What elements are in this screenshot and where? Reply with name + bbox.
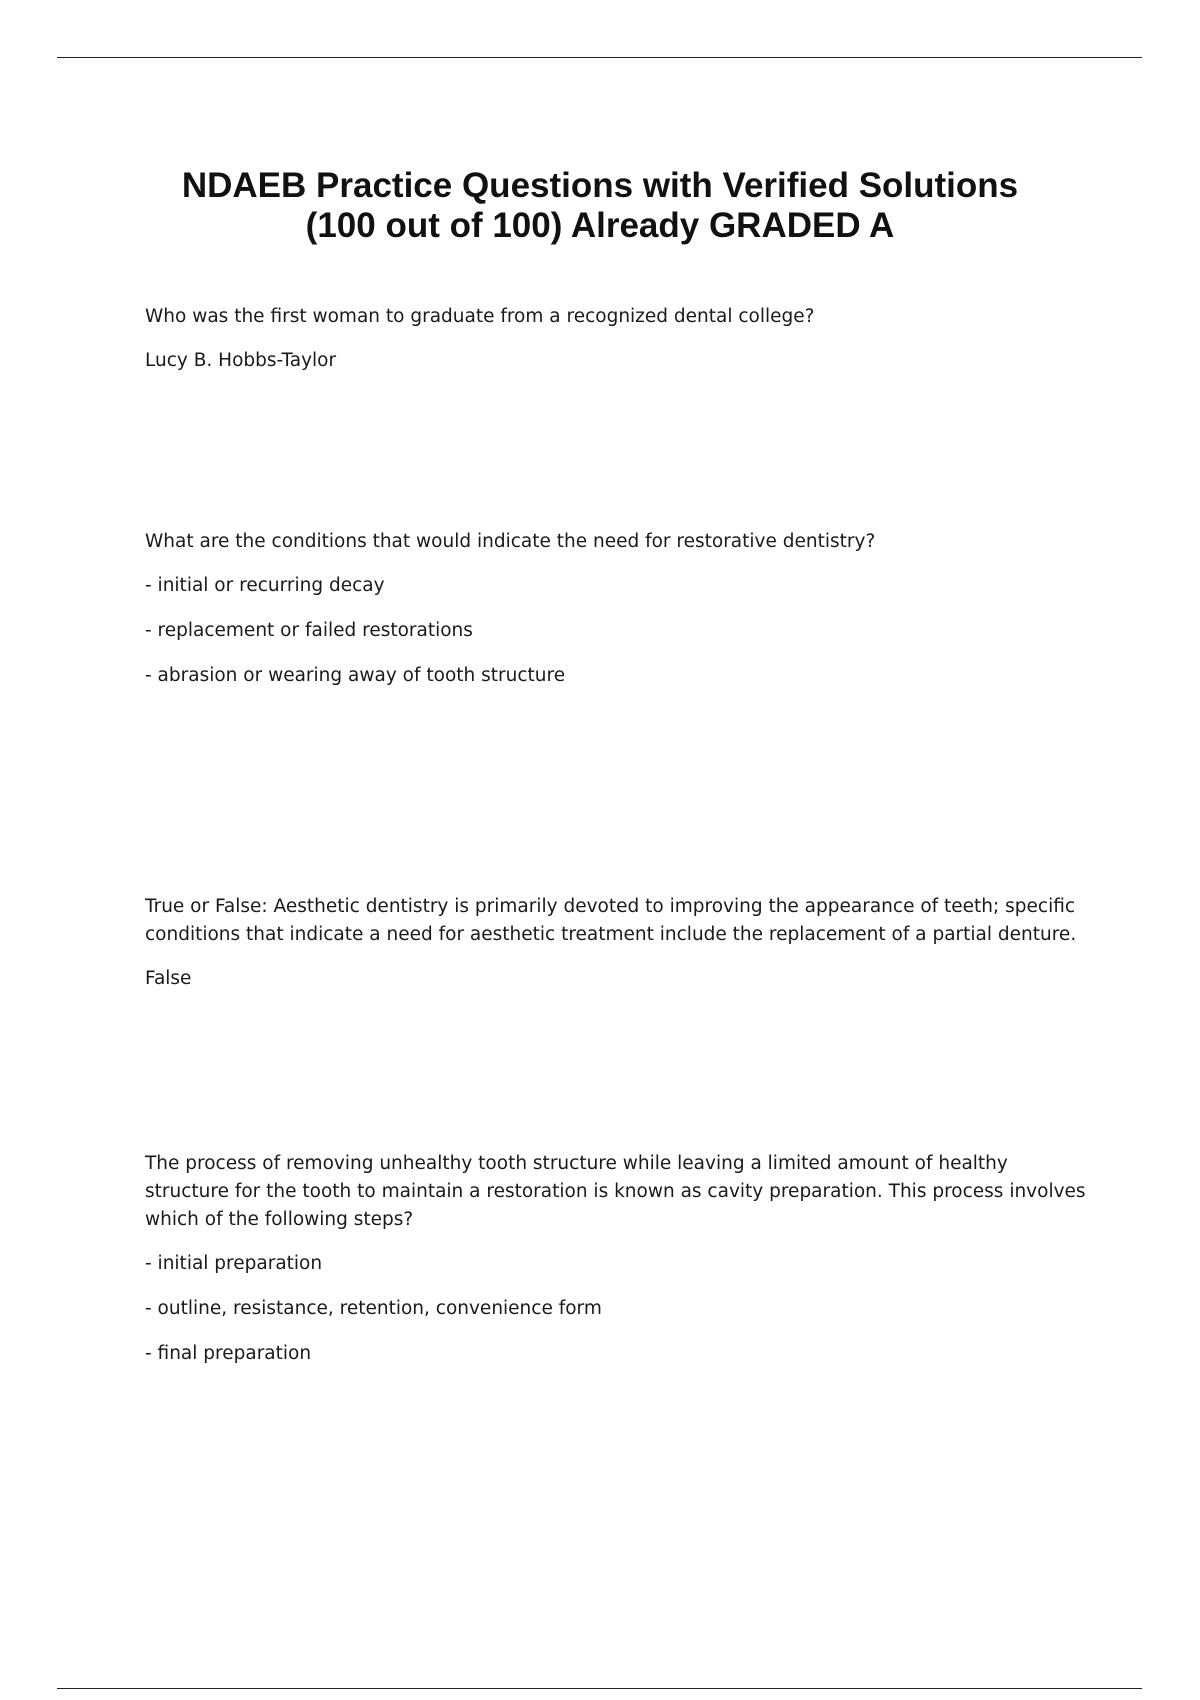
qa-item [145, 1150, 1095, 1385]
qa-item [145, 303, 1095, 392]
question-text: True or False: Aesthetic dentistry is primarily devoted to improving the appearance of teeth; specific conditions that indicate a need for aesthetic treatment include the replacement of a partial denture. [145, 896, 1077, 945]
answer-line: - initial preparation [145, 1253, 323, 1274]
answer-line: - abrasion or wearing away of tooth structure [145, 665, 566, 686]
answer-line: - initial or recurring decay [145, 575, 385, 596]
answer-line: - final preparation [145, 1343, 312, 1364]
answer-line: - replacement or failed restorations [145, 620, 473, 641]
answer-line: - outline, resistance, retention, convenience form [145, 1298, 602, 1319]
answer-block [145, 1250, 1095, 1368]
answer-block [145, 965, 1095, 993]
title-line-2: (100 out of 100) Already GRADED A [305, 206, 895, 246]
question-text: The process of removing unhealthy tooth structure while leaving a limited amount of healthy structure for the tooth to maintain a restoration is known as cavity preparation. This process involves which of the following steps? [145, 1153, 1086, 1230]
answer-block [145, 347, 1095, 375]
qa-item [145, 893, 1095, 1010]
document-title [100, 166, 1100, 246]
answer-line: False [145, 968, 192, 989]
title-line-1: NDAEB Practice Questions with Verified Solutions [181, 166, 1019, 206]
top-rule [57, 57, 1142, 58]
qa-item [145, 528, 1095, 707]
question-text: Who was the first woman to graduate from a recognized dental college? [145, 306, 815, 327]
answer-line: Lucy B. Hobbs-Taylor [145, 350, 337, 371]
bottom-rule [57, 1688, 1142, 1689]
answer-block [145, 572, 1095, 690]
question-text: What are the conditions that would indicate the need for restorative dentistry? [145, 531, 876, 552]
